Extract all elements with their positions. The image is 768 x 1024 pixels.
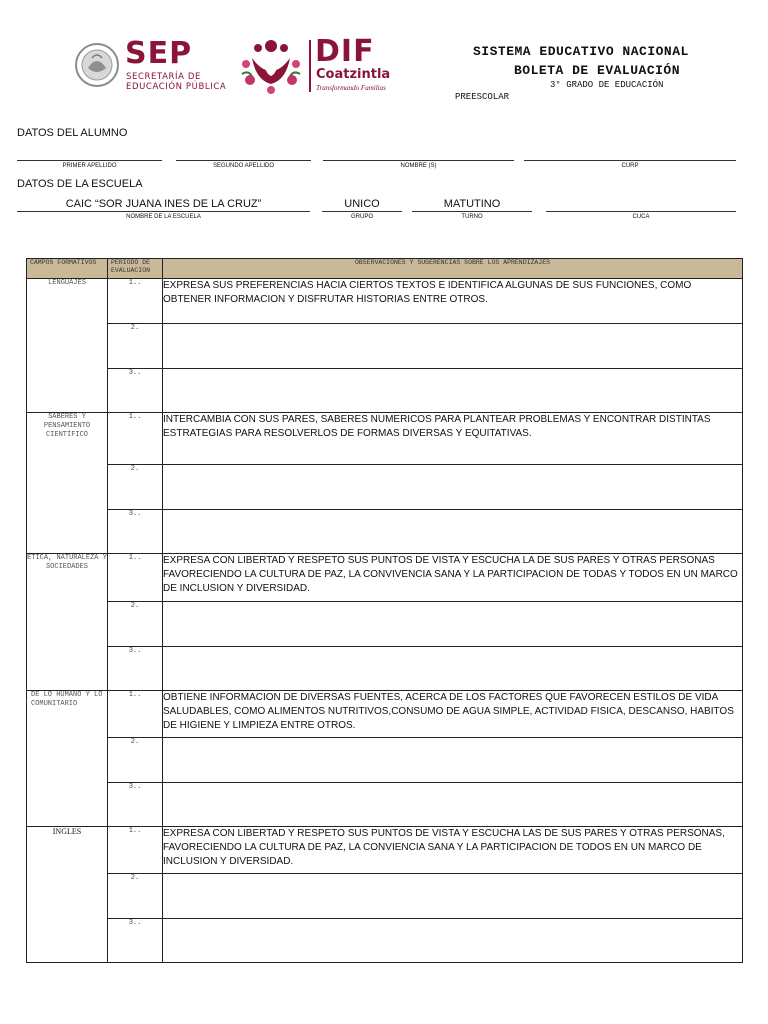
observation-cell[interactable]: OBTIENE INFORMACION DE DIVERSAS FUENTES, ACERCA DE LOS FACTORES QUE FAVORECEN ESTILOS DE VIDA SALUDABLES, COMO ALIMENTOS NUTRITIVOS,CONSUMO DE AGUA SIMPLE, ACTIVIDAD FISICA, DESCANSO, HABITOS DE HIGIENE Y LIMPIEZA ENTRE OTROS. [163,691,743,738]
campo-cell: INGLES [27,827,108,963]
table-row [27,602,743,647]
observation-cell[interactable]: EXPRESA CON LIBERTAD Y RESPETO SUS PUNTOS DE VISTA Y ESCUCHA LAS DE SUS PARES Y OTRAS PERSONAS, FAVORECIENDO LA CULTURA DE PAZ, LA CONVIENCIA SANA Y LA PARTICIPACION DE TODOS EN UN MARCO DE INCLUSION Y DIVERSIDAD. [163,827,743,874]
observation-cell-empty[interactable] [163,738,743,783]
dif-family-icon [238,34,304,96]
grade-label: 3° GRADO DE EDUCACIÓN [550,80,664,90]
sep-subtitle [126,72,226,92]
observation-cell-empty[interactable] [163,602,743,647]
group-label: GRUPO [350,214,373,220]
table-row [27,827,743,874]
observation-cell-empty[interactable] [163,783,743,827]
observation-cell-empty[interactable] [163,647,743,691]
alumno-section-title: DATOS DEL ALUMNO [17,127,128,139]
period-cell: 3.. [108,369,163,413]
observation-cell[interactable]: EXPRESA SUS PREFERENCIAS HACIA CIERTOS TEXTOS E IDENTIFICA ALGUNAS DE SUS FUNCIONES, COMO OBTENER INFORMACION Y DISFRUTAR HISTORIAS ENTRE OTROS. [163,279,743,324]
campo-cell: DE LO HUMANO Y LO COMUNITARIO [27,691,108,827]
dif-logo: DIF [315,34,375,69]
observation-cell-empty[interactable] [163,919,743,963]
table-row [27,691,743,738]
nombre-line [323,160,514,161]
table-row [27,465,743,510]
observation-cell-empty[interactable] [163,369,743,413]
observation-cell[interactable]: EXPRESA CON LIBERTAD Y RESPETO SUS PUNTOS DE VISTA Y ESCUCHA LA DE SUS PARES Y OTRAS PERSONAS FAVORECIENDO LA CULTURA DE PAZ, LA CONVIVENCIA SANA Y LA PARTICIPACION DE TODAS Y TODOS EN UN MARCO DE INCLUSION Y DIVERSIDAD. [163,554,743,602]
period-cell: 2. [108,602,163,647]
sep-subtitle-line1: SECRETARÍA DE [126,72,201,82]
table-row [27,738,743,783]
table-row [27,510,743,554]
segundo-apellido-label: SEGUNDO APELLIDO [212,163,275,169]
observation-cell-empty[interactable] [163,874,743,919]
campo-cell: LENGUAJES [27,279,108,413]
primer-apellido-label: PRIMER APELLIDO [62,163,117,169]
table-row [27,369,743,413]
curp-label: CURP [621,163,639,169]
period-cell: 3.. [108,510,163,554]
observation-cell-empty[interactable] [163,324,743,369]
period-cell: 2. [108,324,163,369]
nombre-label: NOMBRE (S) [400,163,437,169]
header-observaciones: OBSERVACIONES Y SUGERENCIAS SOBRE LOS APRENDIZAJES [163,259,743,279]
observation-cell-empty[interactable] [163,465,743,510]
shift-label: TURNO [461,214,483,220]
period-cell: 1.. [108,691,163,738]
period-cell: 2. [108,738,163,783]
curp-line [524,160,736,161]
dif-divider [309,40,311,92]
school-name-line [17,211,310,212]
table-row [27,554,743,602]
school-name-value: CAIC “SOR JUANA INES DE LA CRUZ” [65,198,262,210]
sep-logo: SEP [125,36,193,71]
period-cell: 3.. [108,783,163,827]
table-row [27,279,743,324]
table-row [27,324,743,369]
table-header-row [27,259,743,279]
group-value: UNICO [344,198,380,210]
school-name-label: NOMBRE DE LA ESCUELA [126,214,201,220]
mexico-seal-icon [74,38,120,92]
table-row [27,413,743,465]
cuca-line [546,211,736,212]
sep-subtitle-line2: EDUCACIÓN PÚBLICA [126,82,227,92]
cuca-label: CUCA [632,214,650,220]
evaluation-table [26,258,743,963]
title-boleta: BOLETA DE EVALUACIÓN [514,63,681,78]
title-system: SISTEMA EDUCATIVO NACIONAL [473,44,689,59]
header-campos: CAMPOS FORMATIVOS [27,259,108,279]
group-line [322,211,402,212]
primer-apellido-line [17,160,162,161]
period-cell: 3.. [108,647,163,691]
dif-tagline: Transformando Familias [316,84,386,92]
period-cell: 1.. [108,554,163,602]
campo-cell: ÉTICA, NATURALEZA Y SOCIEDADES [27,554,108,691]
period-cell: 1.. [108,827,163,874]
table-row [27,783,743,827]
period-cell: 2. [108,465,163,510]
period-cell: 1.. [108,413,163,465]
period-cell: 3.. [108,919,163,963]
campo-cell: SABERES Y PENSAMIENTO CIENTÍFICO [27,413,108,554]
segundo-apellido-line [176,160,311,161]
table-row [27,874,743,919]
shift-value: MATUTINO [443,198,501,210]
observation-cell-empty[interactable] [163,510,743,554]
shift-line [412,211,532,212]
dif-city: Coatzintla [316,67,391,82]
observation-cell[interactable]: INTERCAMBIA CON SUS PARES, SABERES NUMERICOS PARA PLANTEAR PROBLEMAS Y ENCONTRAR DISTINTAS ESTRATEGIAS PARA RESOLVERLOS DE FORMAS DIVERSAS Y EQUITATIVAS. [163,413,743,465]
escuela-section-title: DATOS DE LA ESCUELA [17,178,143,190]
table-row [27,919,743,963]
table-row [27,647,743,691]
period-cell: 1.. [108,279,163,324]
level-label: PREESCOLAR [455,92,510,102]
period-cell: 2. [108,874,163,919]
header-periodo: PERIODO DE EVALUACION [108,259,163,279]
